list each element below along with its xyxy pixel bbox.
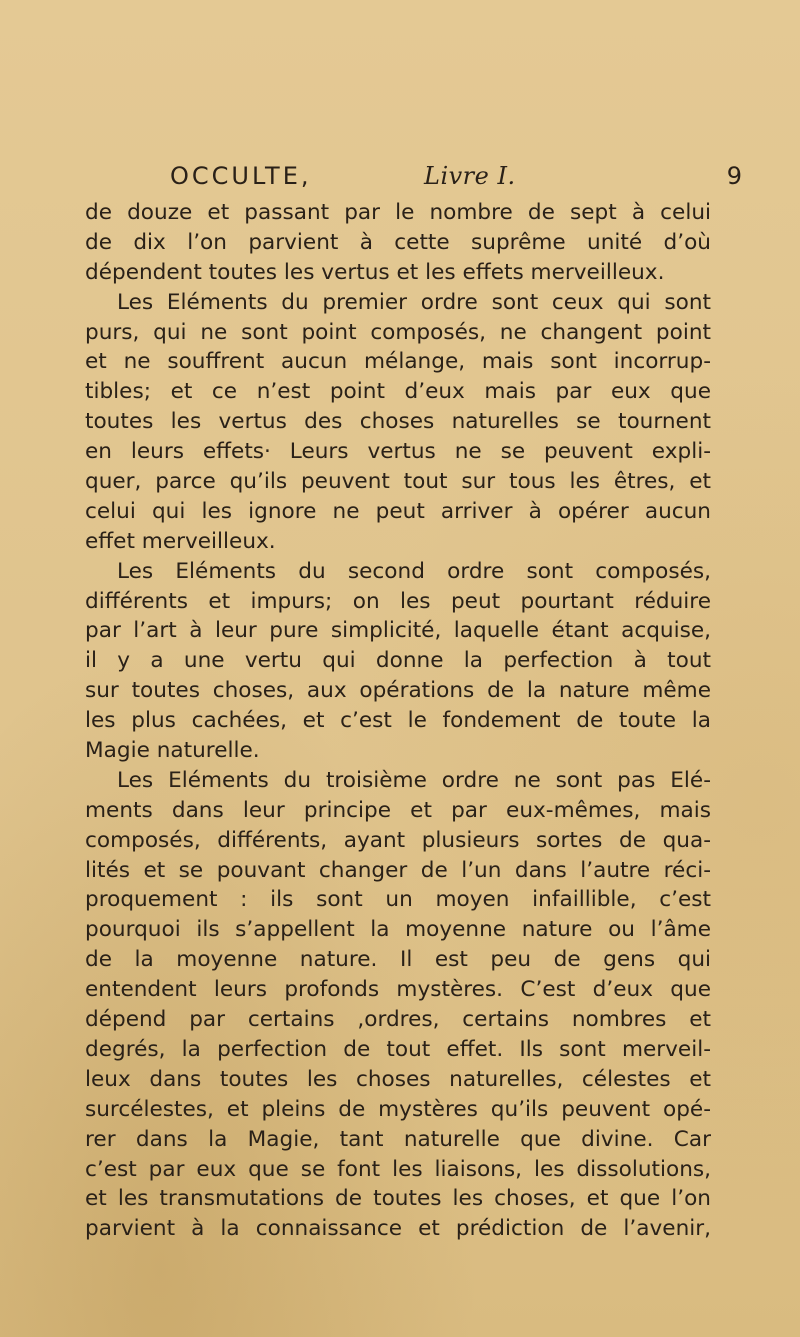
text-line: ments dans leur principe et par eux-mêmes, mais <box>85 797 711 823</box>
text-line: par l’art à leur pure simplicité, laquelle étant acquise, <box>85 618 711 644</box>
text-line: purs, qui ne sont point composés, ne changent point <box>85 319 711 345</box>
text-line: composés, différents, ayant plusieurs sortes de qua- <box>85 827 711 853</box>
text-line: toutes les vertus des choses naturelles se tournent <box>85 409 711 435</box>
text-line: lités et se pouvant changer de l’un dans l’autre réci- <box>85 857 711 883</box>
text-line: et les transmutations de toutes les choses, et que l’on <box>85 1186 711 1212</box>
body-text <box>85 198 711 1244</box>
text-line: sur toutes choses, aux opérations de la nature même <box>85 678 711 704</box>
text-line: de la moyenne nature. Il est peu de gens qui <box>85 947 711 973</box>
paragraph-start-line: Les Eléments du premier ordre sont ceux qui sont <box>117 289 711 315</box>
text-line: quer, parce qu’ils peuvent tout sur tous les êtres, et <box>85 469 711 495</box>
text-line: entendent leurs profonds mystères. C’est d’eux que <box>85 977 711 1003</box>
text-line: leux dans toutes les choses naturelles, célestes et <box>85 1066 711 1092</box>
text-line: de douze et passant par le nombre de sept à celui <box>85 200 711 225</box>
text-line: surcélestes, et pleins de mystères qu’ils peuvent opé- <box>85 1096 711 1122</box>
text-line: parvient à la connaissance et prédiction de l’avenir, <box>85 1216 711 1242</box>
text-line: Magie naturelle. <box>85 738 260 764</box>
text-line: tibles; et ce n’est point d’eux mais par eux que <box>85 379 711 405</box>
text-line: il y a une vertu qui donne la perfection à tout <box>85 648 711 674</box>
text-line: celui qui les ignore ne peut arriver à opérer aucun <box>85 498 711 524</box>
text-line: de dix l’on parvient à cette suprême unité d’où <box>85 229 711 255</box>
text-line: dépend par certains ,ordres, certains nombres et <box>85 1007 711 1033</box>
running-head-section: OCCULTE, <box>170 162 312 190</box>
page-number: 9 <box>726 162 742 190</box>
running-head <box>170 158 750 194</box>
text-line: pourquoi ils s’appellent la moyenne nature ou l’âme <box>85 917 711 943</box>
running-head-book: Livre I. <box>424 162 516 190</box>
text-line: effet merveilleux. <box>85 528 276 554</box>
paragraph-start-line: Les Eléments du second ordre sont composés, <box>117 558 711 584</box>
text-line: différents et impurs; on les peut pourtant réduire <box>85 588 711 614</box>
text-line: dépendent toutes les vertus et les effets merveilleux. <box>85 259 665 285</box>
text-line: rer dans la Magie, tant naturelle que divine. Car <box>85 1126 711 1152</box>
text-line: c’est par eux que se font les liaisons, les dissolutions, <box>85 1156 711 1182</box>
text-line: et ne souffrent aucun mélange, mais sont incorrup- <box>85 349 711 375</box>
text-line: proquement : ils sont un moyen infaillible, c’est <box>85 887 711 913</box>
text-line: degrés, la perfection de tout effet. Ils sont merveil- <box>85 1036 711 1062</box>
text-line: en leurs effets· Leurs vertus ne se peuvent expli- <box>85 439 711 465</box>
paragraph-start-line: Les Eléments du troisième ordre ne sont pas Elé- <box>117 767 711 793</box>
text-line: les plus cachées, et c’est le fondement de toute la <box>85 708 711 734</box>
